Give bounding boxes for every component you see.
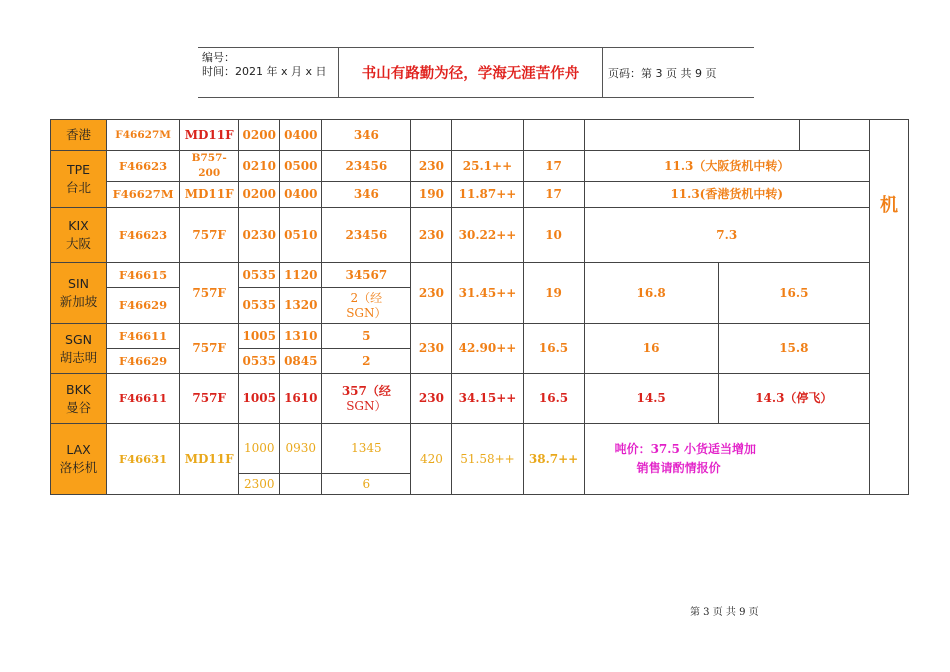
table-row [51, 182, 909, 208]
arr-cell: 1320 [280, 288, 322, 324]
arr-cell: 1610 [280, 374, 322, 424]
aircraft-cell: MD11F [180, 182, 239, 208]
city-code: SGN [65, 331, 93, 347]
flight-cell: F46623 [107, 208, 180, 263]
city-code: TPE [66, 162, 91, 177]
table-row [51, 424, 909, 474]
capacity-cell: 420 [411, 424, 452, 495]
flight-schedule-table [50, 119, 909, 495]
flight-cell: F46629 [107, 349, 180, 374]
empty-cell [799, 120, 869, 151]
number-label: 编号： [202, 51, 235, 64]
aircraft-cell: 757F [180, 263, 239, 324]
note-cell: 16.5 [718, 263, 869, 324]
price-cell: 25.1++ [452, 151, 523, 182]
flight-cell: F46627M [107, 120, 180, 151]
page-header [198, 47, 754, 98]
days-cell: 23456 [322, 151, 411, 182]
city-code: BKK [66, 381, 92, 397]
city-code: LAX [66, 442, 91, 457]
price-cell: 11.87++ [452, 182, 523, 208]
days-line: SGN） [346, 398, 387, 413]
city-cell [51, 208, 107, 263]
aircraft-cell: B757-200 [180, 151, 239, 182]
days-line: 2（经 [350, 290, 383, 305]
empty-cell [411, 120, 452, 151]
note-cell [584, 424, 869, 495]
note-cell: 14.3（停飞） [718, 374, 869, 424]
capacity-cell: 190 [411, 182, 452, 208]
note-cell: 11.3（大阪货机中转） [584, 151, 869, 182]
days-line: SGN） [346, 305, 387, 320]
note-line: 吨价：37.5 小货适当增加 [614, 442, 756, 456]
flight-cell: F46615 [107, 263, 180, 288]
table-row [51, 324, 909, 349]
days-cell: 346 [322, 182, 411, 208]
capacity-cell: 230 [411, 208, 452, 263]
days-cell: 34567 [322, 263, 411, 288]
note-cell: 16 [584, 324, 718, 374]
city-code: KIX [68, 218, 89, 233]
city-name: 台北 [66, 180, 92, 195]
flight-cell: F46627M [107, 182, 180, 208]
note-cell: 14.5 [584, 374, 718, 424]
days-cell: 346 [322, 120, 411, 151]
arr-cell [280, 474, 322, 495]
dep-cell: 0535 [239, 349, 280, 374]
dep-cell: 0200 [239, 120, 280, 151]
city-cell: 香港 [51, 120, 107, 151]
city-cell [51, 374, 107, 424]
price-cell: 51.58++ [452, 424, 523, 495]
days-cell: 2 [322, 349, 411, 374]
aircraft-cell: 757F [180, 208, 239, 263]
note-cell: 7.3 [584, 208, 869, 263]
header-info [202, 51, 336, 95]
col8-cell: 17 [523, 182, 584, 208]
page-label: 页码：第 3 页 共 9 页 [608, 66, 717, 80]
dep-cell: 0200 [239, 182, 280, 208]
col8-cell: 16.5 [523, 324, 584, 374]
capacity-cell: 230 [411, 324, 452, 374]
note-cell: 16.8 [584, 263, 718, 324]
aircraft-cell: MD11F [180, 424, 239, 495]
arr-cell: 0400 [280, 120, 322, 151]
city-name: 胡志明 [59, 349, 98, 365]
aircraft-cell: 757F [180, 374, 239, 424]
side-char: 机 [869, 120, 908, 495]
table-row [51, 208, 909, 263]
city-name: 曼谷 [66, 399, 92, 415]
table-row [51, 263, 909, 288]
price-cell: 42.90++ [452, 324, 523, 374]
note-cell: 11.3(香港货机中转) [584, 182, 869, 208]
price-cell: 31.45++ [452, 263, 523, 324]
col8-cell: 17 [523, 151, 584, 182]
arr-cell: 1310 [280, 324, 322, 349]
city-name: 新加坡 [59, 294, 98, 309]
arr-cell: 0510 [280, 208, 322, 263]
dep-cell: 0535 [239, 288, 280, 324]
days-cell: 23456 [322, 208, 411, 263]
dep-cell: 0210 [239, 151, 280, 182]
table-row [51, 120, 909, 151]
city-name: 洛杉机 [59, 460, 98, 475]
arr-cell: 0400 [280, 182, 322, 208]
arr-cell: 0500 [280, 151, 322, 182]
capacity-cell: 230 [411, 374, 452, 424]
flight-cell: F46623 [107, 151, 180, 182]
flight-cell: F46611 [107, 324, 180, 349]
arr-cell: 1120 [280, 263, 322, 288]
note-cell: 15.8 [718, 324, 869, 374]
flight-cell: F46629 [107, 288, 180, 324]
flight-cell: F46611 [107, 374, 180, 424]
dep-cell: 1005 [239, 374, 280, 424]
aircraft-cell: MD11F [180, 120, 239, 151]
price-cell: 30.22++ [452, 208, 523, 263]
time-label: 时间：2021 年 x 月 x 日 [202, 65, 327, 78]
price-cell: 34.15++ [452, 374, 523, 424]
days-cell: 1345 [322, 424, 411, 474]
table-row [51, 374, 909, 424]
arr-cell: 0930 [280, 424, 322, 474]
city-cell [51, 424, 107, 495]
col8-cell: 10 [523, 208, 584, 263]
empty-cell [523, 120, 584, 151]
city-name: 大阪 [66, 236, 92, 251]
empty-cell [584, 120, 799, 151]
arr-cell: 0845 [280, 349, 322, 374]
dep-cell: 1000 [239, 424, 280, 474]
dep-cell: 0230 [239, 208, 280, 263]
col8-cell: 19 [523, 263, 584, 324]
flight-cell: F46631 [107, 424, 180, 495]
page-footer: 第 3 页 共 9 页 [690, 607, 759, 618]
note-line: 销售请酌情报价 [636, 461, 721, 475]
motto: 书山有路勤为径，学海无涯苦作舟 [338, 48, 603, 97]
capacity-cell: 230 [411, 151, 452, 182]
col8-cell: 38.7++ [523, 424, 584, 495]
city-cell [51, 263, 107, 324]
dep-cell: 2300 [239, 474, 280, 495]
city-cell [51, 151, 107, 208]
city-code: SIN [68, 276, 90, 291]
capacity-cell: 230 [411, 263, 452, 324]
days-cell: 6 [322, 474, 411, 495]
dep-cell: 0535 [239, 263, 280, 288]
days-line: 357（经 [341, 383, 391, 398]
city-cell [51, 324, 107, 374]
empty-cell [452, 120, 523, 151]
table-row [51, 151, 909, 182]
days-cell [322, 288, 411, 324]
days-cell: 5 [322, 324, 411, 349]
days-cell [322, 374, 411, 424]
aircraft-cell: 757F [180, 324, 239, 374]
dep-cell: 1005 [239, 324, 280, 349]
col8-cell: 16.5 [523, 374, 584, 424]
